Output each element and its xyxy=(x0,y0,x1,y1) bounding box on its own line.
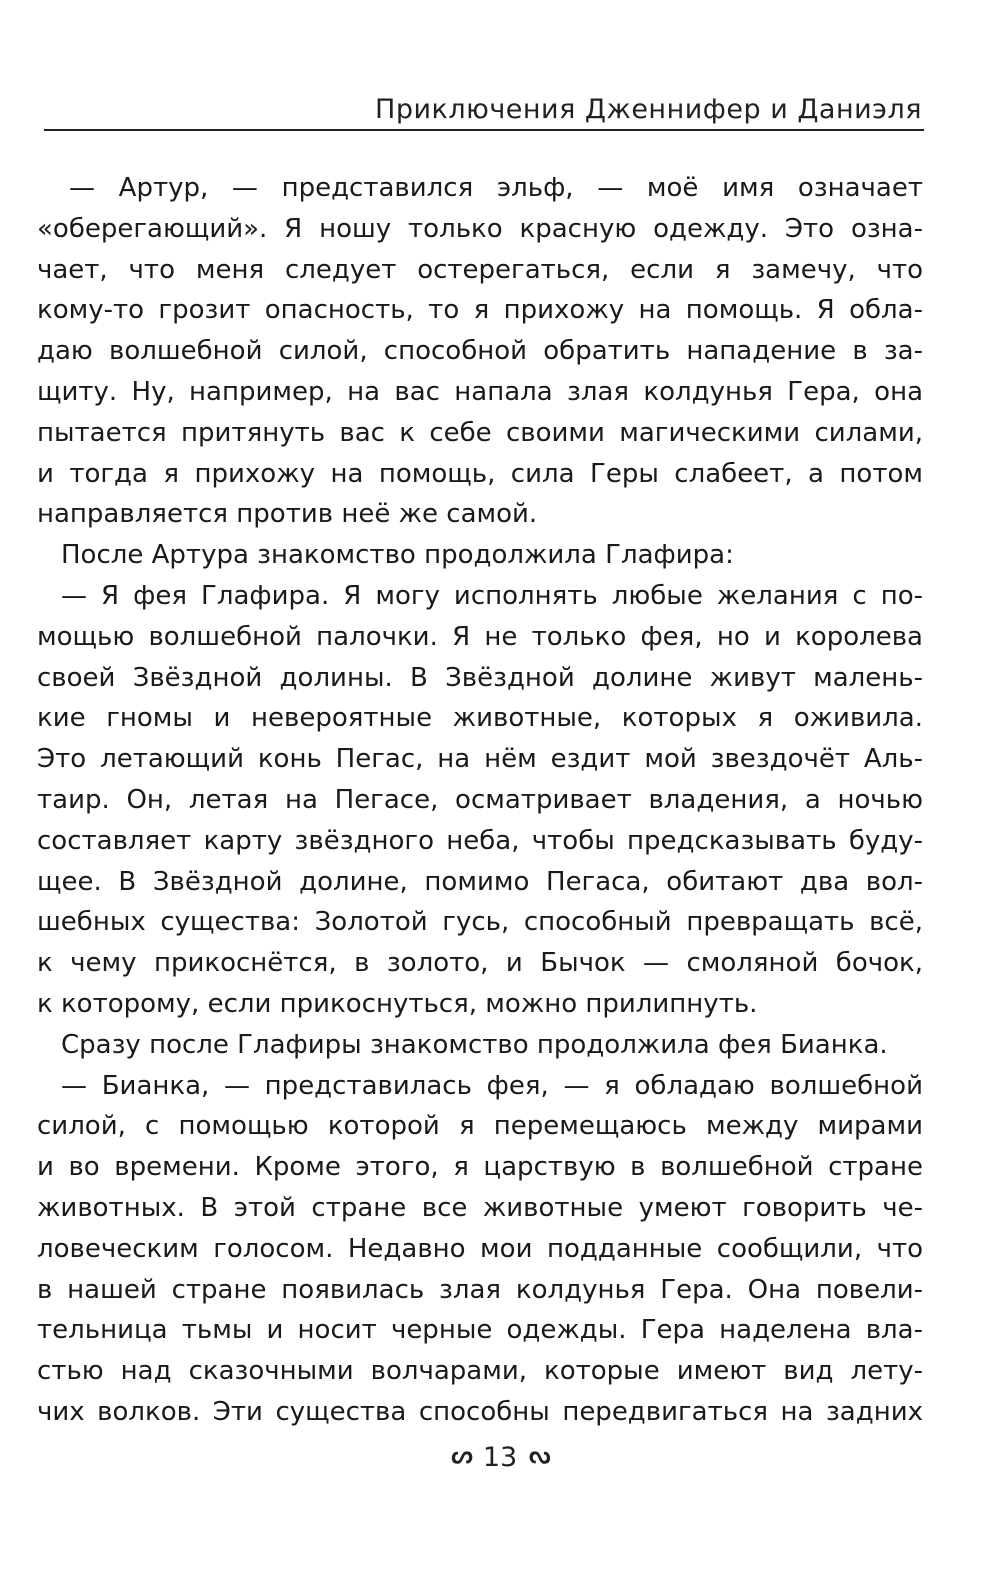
text-line: в нашей стране появилась злая колдунья Гера. Она повели- xyxy=(37,1274,923,1305)
text-line: После Артура знакомство продолжила Глафира: xyxy=(61,540,734,571)
text-line: Сразу после Глафиры знакомство продолжила фея Бианка. xyxy=(61,1029,888,1060)
text-line: к которому, если прикоснуться, можно прилипнуть. xyxy=(37,988,758,1019)
text-line: — Артур, — представился эльф, — моё имя означает xyxy=(69,173,923,203)
text-line: Это летающий конь Пегас, на нём ездит мой звездочёт Аль- xyxy=(37,744,923,775)
text-line: кие гномы и невероятные животные, которых я оживила. xyxy=(37,703,923,734)
text-line: пытается притянуть вас к себе своими магическими силами, xyxy=(37,417,923,448)
text-line: кому-то грозит опасность, то я прихожу на помощь. Я обла- xyxy=(37,295,923,326)
text-line: к чему прикоснётся, в золото, и Бычок — смоляной бочок, xyxy=(37,948,923,979)
ornament-left-icon: ᔕ xyxy=(451,1440,471,1469)
header-rule xyxy=(44,129,924,131)
text-line: чает, что меня следует остерегаться, если я замечу, что xyxy=(37,254,923,285)
text-line: — Я фея Глафира. Я могу исполнять любые желания с по- xyxy=(61,580,923,611)
text-line: шебных существа: Золотой гусь, способный превращать всё, xyxy=(37,907,923,938)
text-line: силой, с помощью которой я перемещаюсь между мирами xyxy=(37,1111,923,1142)
text-line: — Бианка, — представилась фея, — я обладаю волшебной xyxy=(61,1070,923,1101)
text-line: таир. Он, летая на Пегасе, осматривает владения, а ночью xyxy=(37,784,923,815)
text-line: даю волшебной силой, способной обратить нападение в за- xyxy=(37,336,923,367)
text-line: «оберегающий». Я ношу только красную одежду. Это озна- xyxy=(37,213,923,244)
text-line: мощью волшебной палочки. Я не только фея, но и королева xyxy=(37,621,923,652)
text-line: и тогда я прихожу на помощь, сила Геры слабеет, а потом xyxy=(37,458,923,489)
page-number: 13 xyxy=(482,1442,518,1473)
page-body xyxy=(37,168,923,1433)
text-line: щиту. Ну, например, на вас напала злая колдунья Гера, она xyxy=(37,376,923,407)
text-line: составляет карту звёздного неба, чтобы предсказывать буду- xyxy=(37,825,923,856)
text-line: своей Звёздной долины. В Звёздной долине живут малень- xyxy=(37,662,923,693)
text-line: ловеческим голосом. Недавно мои подданные сообщили, что xyxy=(37,1233,923,1264)
running-title: Приключения Дженнифер и Даниэля xyxy=(375,94,922,125)
text-line: тельница тьмы и носит черные одежды. Гера наделена вла- xyxy=(37,1315,923,1346)
text-line: и во времени. Кроме этого, я царствую в волшебной стране xyxy=(37,1152,923,1183)
page-footer xyxy=(0,1440,1000,1473)
text-line: животных. В этой стране все животные умеют говорить че- xyxy=(37,1192,923,1223)
text-line: щее. В Звёздной долине, помимо Пегаса, обитают два вол- xyxy=(37,866,923,897)
text-line: стью над сказочными волчарами, которые имеют вид лету- xyxy=(37,1356,923,1387)
text-line: направляется против неё же самой. xyxy=(37,499,538,530)
ornament-right-icon: ᔓ xyxy=(529,1440,549,1469)
text-line: чих волков. Эти существа способны передвигаться на задних xyxy=(37,1396,923,1427)
